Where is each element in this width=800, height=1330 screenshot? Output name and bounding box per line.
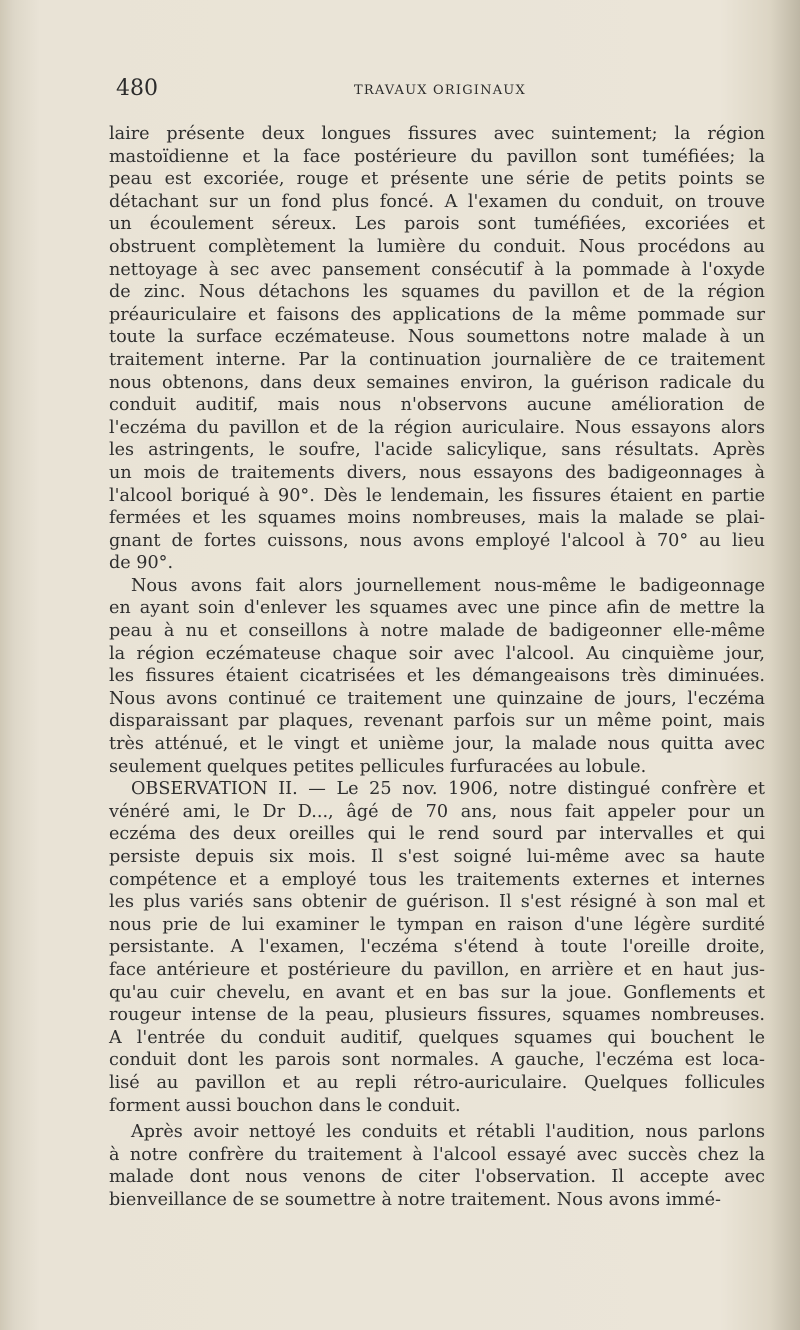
- text-line: à notre confrère du traitement à l'alcool essayé avec succès chez la: [109, 1144, 765, 1165]
- text-line: un mois de traitements divers, nous essayons des badigeonnages à: [109, 462, 765, 483]
- text-line: détachant sur un fond plus foncé. A l'examen du conduit, on trouve: [109, 191, 765, 212]
- text-line: un écoulement séreux. Les parois sont tuméfiées, excoriées et: [109, 214, 765, 235]
- text-line: très atténué, et le vingt et unième jour, la malade nous quitta avec: [109, 734, 765, 755]
- text-line: l'alcool boriqué à 90°. Dès le lendemain, les fissures étaient en partie: [109, 485, 765, 506]
- text-line: persiste depuis six mois. Il s'est soigné lui-même avec sa haute: [109, 847, 765, 867]
- text-line: laire présente deux longues fissures avec suintement; la région: [109, 124, 765, 144]
- text-line: compétence et a employé tous les traitements externes et internes: [109, 869, 765, 890]
- text-line: persistante. A l'examen, l'eczéma s'étend à toute l'oreille droite,: [109, 937, 765, 958]
- running-head: TRAVAUX ORIGINAUX: [354, 83, 526, 98]
- paragraph: [109, 778, 765, 1117]
- text-line: en ayant soin d'enlever les squames avec une pince afin de mettre la: [109, 598, 765, 619]
- text-line: bienveillance de se soumettre à notre traitement. Nous avons immé-: [109, 1189, 721, 1210]
- text-line: traitement interne. Par la continuation journalière de ce traitement: [109, 349, 765, 370]
- text-line: forment aussi bouchon dans le conduit.: [109, 1095, 461, 1116]
- text-line: mastoïdienne et la face postérieure du pavillon sont tuméfiées; la: [109, 146, 765, 167]
- text-line: peau est excoriée, rouge et présente une série de petits points se: [109, 169, 765, 190]
- text-line: A l'entrée du conduit auditif, quelques squames qui bouchent le: [109, 1027, 765, 1048]
- text-line: les plus variés sans obtenir de guérison. Il s'est résigné à son mal et: [109, 892, 765, 913]
- text-line: OBSERVATION II. — Le 25 nov. 1906, notre distingué confrère et: [131, 779, 765, 800]
- page-header: [116, 76, 766, 106]
- text-line: face antérieure et postérieure du pavillon, en arrière et en haut jus-: [109, 959, 765, 980]
- text-line: les astringents, le soufre, l'acide salicylique, sans résultats. Après: [109, 440, 765, 461]
- paragraph: [109, 1121, 765, 1211]
- text-line: qu'au cuir chevelu, en avant et en bas sur la joue. Gonflements et: [109, 982, 765, 1003]
- text-line: préauriculaire et faisons des applications de la même pommade sur: [109, 304, 765, 325]
- text-line: disparaissant par plaques, revenant parfois sur un même point, mais: [109, 711, 765, 732]
- text-line: de 90°.: [109, 553, 174, 574]
- text-line: conduit dont les parois sont normales. A gauche, l'eczéma est loca-: [109, 1050, 765, 1071]
- text-line: les fissures étaient cicatrisées et les démangeaisons très diminuées.: [109, 666, 765, 687]
- text-line: gnant de fortes cuissons, nous avons employé l'alcool à 70° au lieu: [109, 530, 765, 551]
- text-line: conduit auditif, mais nous n'observons aucune amélioration de: [109, 395, 765, 416]
- text-line: vénéré ami, le Dr D..., âgé de 70 ans, nous fait appeler pour un: [109, 801, 765, 822]
- text-line: toute la surface eczémateuse. Nous soumettons notre malade à un: [109, 327, 765, 348]
- body-text: [109, 123, 765, 1212]
- text-line: la région eczémateuse chaque soir avec l'alcool. Au cinquième jour,: [109, 643, 765, 664]
- text-line: nettoyage à sec avec pansement consécutif à la pommade à l'oxyde: [109, 259, 765, 280]
- text-line: Après avoir nettoyé les conduits et rétabli l'audition, nous parlons: [131, 1122, 765, 1143]
- text-line: malade dont nous venons de citer l'observation. Il accepte avec: [109, 1167, 765, 1188]
- text-line: l'eczéma du pavillon et de la région auriculaire. Nous essayons alors: [109, 417, 765, 438]
- paragraph: [109, 575, 765, 778]
- text-line: eczéma des deux oreilles qui le rend sourd par intervalles et qui: [109, 824, 765, 845]
- text-line: de zinc. Nous détachons les squames du pavillon et de la région: [109, 282, 765, 303]
- paragraph: [109, 123, 765, 575]
- text-line: rougeur intense de la peau, plusieurs fissures, squames nombreuses.: [109, 1005, 765, 1026]
- page-number: 480: [116, 76, 158, 101]
- text-line: peau à nu et conseillons à notre malade de badigeonner elle-même: [109, 621, 765, 642]
- text-line: nous prie de lui examiner le tympan en raison d'une légère surdité: [109, 914, 765, 935]
- text-line: nous obtenons, dans deux semaines environ, la guérison radicale du: [109, 372, 765, 393]
- text-line: fermées et les squames moins nombreuses, mais la malade se plai-: [109, 508, 765, 529]
- text-line: Nous avons continué ce traitement une quinzaine de jours, l'eczéma: [109, 688, 765, 709]
- text-line: lisé au pavillon et au repli rétro-auriculaire. Quelques follicules: [109, 1072, 765, 1093]
- text-line: obstruent complètement la lumière du conduit. Nous procédons au: [109, 236, 765, 257]
- text-line: seulement quelques petites pellicules furfuracées au lobule.: [109, 756, 647, 777]
- text-line: Nous avons fait alors journellement nous-même le badigeonnage: [131, 575, 765, 596]
